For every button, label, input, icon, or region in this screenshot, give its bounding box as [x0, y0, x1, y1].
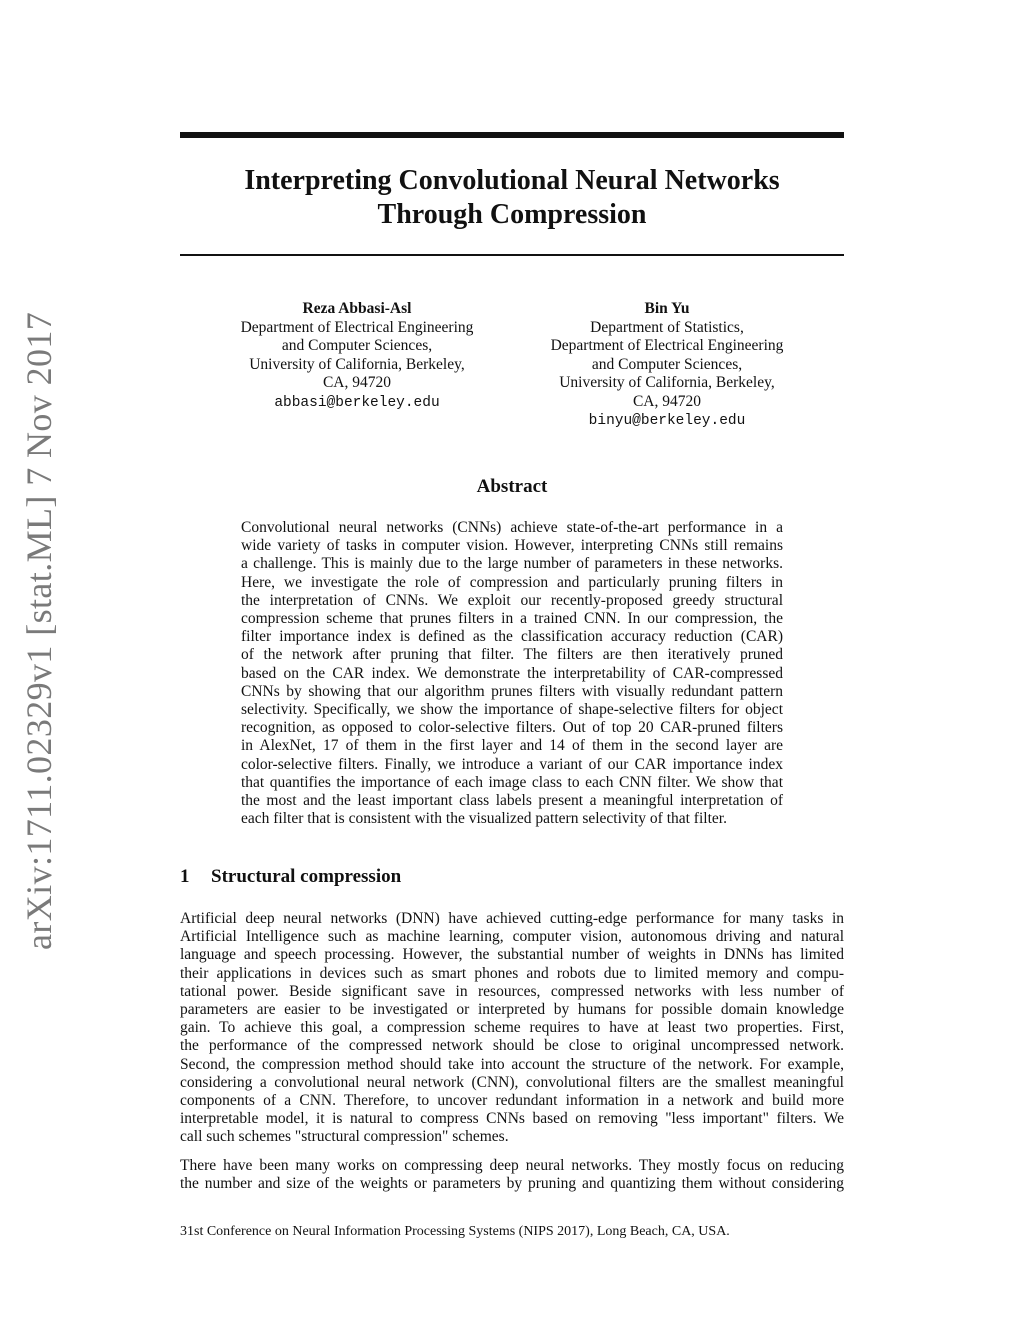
body-line: There have been many works on compressing deep neural networks. They mostly focus on reducing [180, 1157, 844, 1174]
author-affiliation-line: Department of Electrical Engineering [240, 318, 474, 336]
author-block-1 [207, 300, 507, 412]
author-name: Bin Yu [644, 300, 690, 317]
abstract-body [241, 519, 783, 828]
section-number: 1 [180, 866, 190, 887]
author-email: binyu@berkeley.edu [588, 413, 746, 429]
body-line: their applications in devices such as smart phones and robots due to limited memory and compu- [180, 964, 844, 982]
title-bottom-rule [180, 254, 844, 256]
abstract-line: selectivity. Specifically, we show the importance of shape-selective filters for object [241, 701, 783, 719]
author-affiliation-line: Department of Statistics, [590, 318, 744, 336]
body-line: gain. To achieve this goal, a compression scheme requires to have at least two properties. First, [180, 1019, 844, 1037]
body-line: language and speech processing. However, the substantial number of weights in DNNs has limited [180, 946, 844, 964]
title-line-1: Interpreting Convolutional Neural Networks [244, 165, 780, 196]
body-line: considering a convolutional neural network (CNN), convolutional filters are the smallest meaningful [180, 1073, 844, 1091]
body-paragraph-2 [180, 1157, 844, 1193]
body-line: the number and size of the weights or parameters by pruning and quantizing them without considering [180, 1175, 844, 1193]
author-affiliation-line: and Computer Sciences, [281, 337, 433, 354]
abstract-heading: Abstract [476, 476, 548, 497]
abstract-line: Convolutional neural networks (CNNs) achieve state-of-the-art performance in a [241, 519, 783, 536]
abstract-line: recognition, as opposed to color-selective filters. Out of top 20 CAR-pruned filters [241, 719, 783, 737]
abstract-line: Here, we investigate the role of compression and particularly pruning filters in [241, 573, 783, 591]
abstract-line: filter importance index is defined as the classification accuracy reduction (CAR) [241, 628, 783, 646]
section-heading [180, 866, 844, 888]
abstract-line: the most and the least important class labels present a meaningful interpretation of [241, 792, 783, 810]
abstract-line: the interpretation of CNNs. We exploit our recently-proposed greedy structural [241, 591, 783, 609]
body-line: parameters are easier to be investigated or interpreted by humans for possible domain knowledge [180, 1001, 844, 1019]
body-line: tational power. Beside significant save in resources, compressed networks with less number of [180, 982, 844, 1000]
author-block-2 [517, 300, 817, 431]
author-affiliation-line: Department of Electrical Engineering [550, 337, 784, 354]
author-affiliation-line: University of California, Berkeley, [559, 374, 775, 391]
body-line: interpretable model, it is natural to compress CNNs based on removing "less important" filters. We [180, 1110, 844, 1128]
arxiv-identifier-stamp: arXiv:1711.02329v1 [stat.ML] 7 Nov 2017 [19, 311, 59, 950]
body-line: the performance of the compressed network should be close to original uncompressed network. [180, 1037, 844, 1055]
abstract-line: CNNs by showing that our algorithm prunes filters with visually redundant pattern [241, 682, 783, 700]
abstract-line: wide variety of tasks in computer vision. However, interpreting CNNs still remains [241, 537, 783, 555]
abstract-line: that quantifies the importance of each image class to each CNN filter. We show that [241, 773, 783, 791]
author-affiliation-line: University of California, Berkeley, [249, 355, 465, 373]
author-affiliation-line: CA, 94720 [632, 392, 702, 410]
title-line-2: Through Compression [377, 199, 647, 230]
body-line: Artificial deep neural networks (DNN) have achieved cutting-edge performance for many tasks in [180, 910, 844, 927]
section-title: Structural compression [211, 866, 402, 887]
abstract-line: of the network after pruning that filter. The filters are then iteratively pruned [241, 646, 783, 664]
abstract-line: in AlexNet, 17 of them in the first layer and 14 of them in the second layer are [241, 737, 783, 755]
body-line: Artificial Intelligence such as machine learning, computer vision, autonomous driving and natural [180, 928, 844, 946]
abstract-line: color-selective filters. Finally, we introduce a variant of our CAR importance index [241, 755, 783, 773]
abstract-line: compression scheme that prunes filters in a trained CNN. In our compression, the [241, 610, 783, 628]
body-line: call such schemes "structural compression" schemes. [180, 1128, 509, 1146]
title-top-rule [180, 132, 844, 138]
author-affiliation-line: and Computer Sciences, [591, 355, 743, 373]
abstract-line: a challenge. This is mainly due to the large number of parameters in these networks. [241, 555, 783, 573]
author-affiliation-line: CA, 94720 [322, 374, 392, 391]
body-paragraph-1 [180, 910, 844, 1147]
abstract-line: each filter that is consistent with the visualized pattern selectivity of that filter. [241, 810, 727, 828]
author-name: Reza Abbasi-Asl [302, 300, 412, 317]
abstract-line: based on the CAR index. We demonstrate the interpretability of CAR-compressed [241, 664, 783, 682]
conference-footer: 31st Conference on Neural Information Processing Systems (NIPS 2017), Long Beach, CA, USA. [180, 1224, 730, 1239]
paper-title [180, 164, 844, 232]
body-line: components of a CNN. Therefore, to uncover redundant information in a network and build more [180, 1092, 844, 1110]
author-email: abbasi@berkeley.edu [274, 394, 440, 411]
body-line: Second, the compression method should take into account the structure of the network. For example, [180, 1055, 844, 1073]
